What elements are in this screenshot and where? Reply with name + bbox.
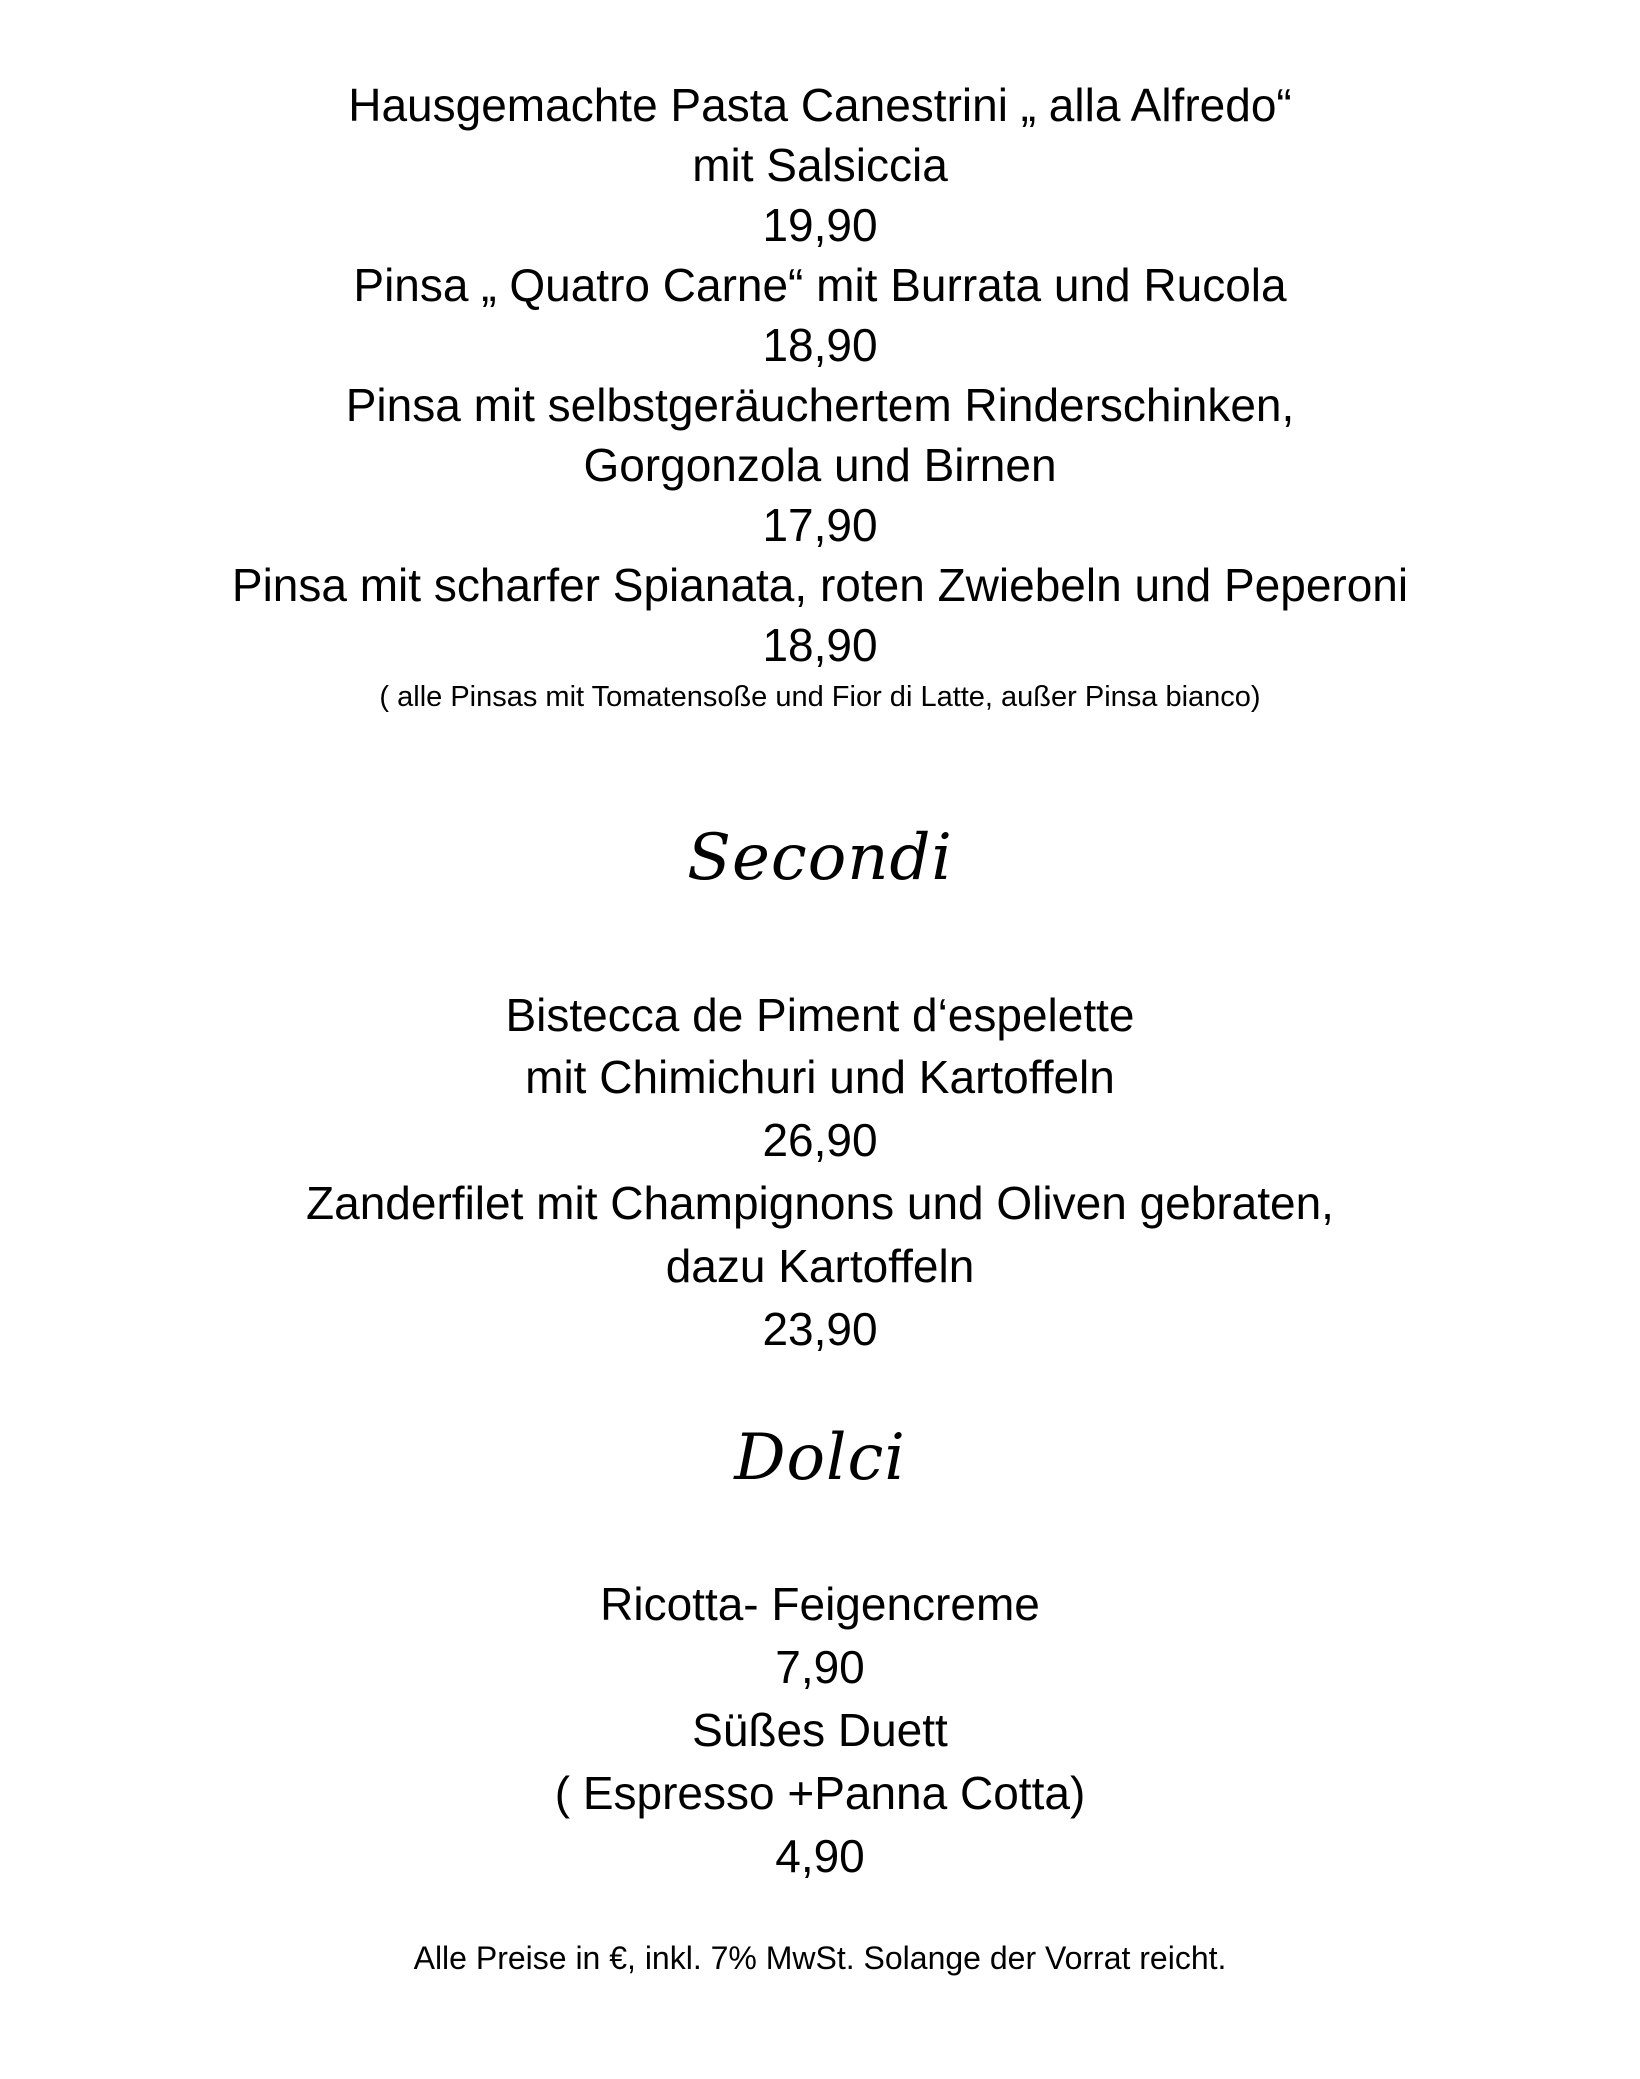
dish-name-line: Pinsa mit selbstgeräuchertem Rinderschinken, [345,379,1295,431]
section-heading-secondi: Secondi [687,821,953,895]
dish-price: 26,90 [762,1114,878,1166]
dish-name-line: dazu Kartoffeln [665,1240,975,1292]
price-footer-note: Alle Preise in €, inkl. 7% MwSt. Solange der Vorrat reicht. [413,1940,1227,1976]
dish-name-line: ( Espresso +Panna Cotta) [554,1767,1086,1819]
dish-price: 4,90 [775,1830,865,1882]
section-heading-dolci: Dolci [734,1421,906,1495]
dish-price: 18,90 [762,319,878,371]
dish-price: 23,90 [762,1303,878,1355]
dish-name-line: mit Chimichuri und Kartoffeln [525,1051,1115,1103]
dish-name-line: Gorgonzola und Birnen [583,439,1057,491]
dish-name-line: Zanderfilet mit Champignons und Oliven gebraten, [306,1177,1334,1229]
dish-name-line: Süßes Duett [692,1704,948,1756]
pinsa-note: ( alle Pinsas mit Tomatensoße und Fior di Latte, außer Pinsa bianco) [379,681,1261,713]
dish-price: 7,90 [775,1641,865,1693]
dish-price: 18,90 [762,619,878,671]
dish-name-line: Pinsa „ Quatro Carne“ mit Burrata und Rucola [353,259,1287,311]
dish-price: 19,90 [762,199,878,251]
dish-name-line: Pinsa mit scharfer Spianata, roten Zwiebeln und Peperoni [231,559,1409,611]
dish-name-line: mit Salsiccia [692,139,948,191]
dish-name-line: Ricotta- Feigencreme [600,1578,1040,1630]
dish-name-line: Hausgemachte Pasta Canestrini „ alla Alfredo“ [348,79,1292,131]
dish-name-line: Bistecca de Piment d‘espelette [505,989,1135,1041]
dish-price: 17,90 [762,499,878,551]
